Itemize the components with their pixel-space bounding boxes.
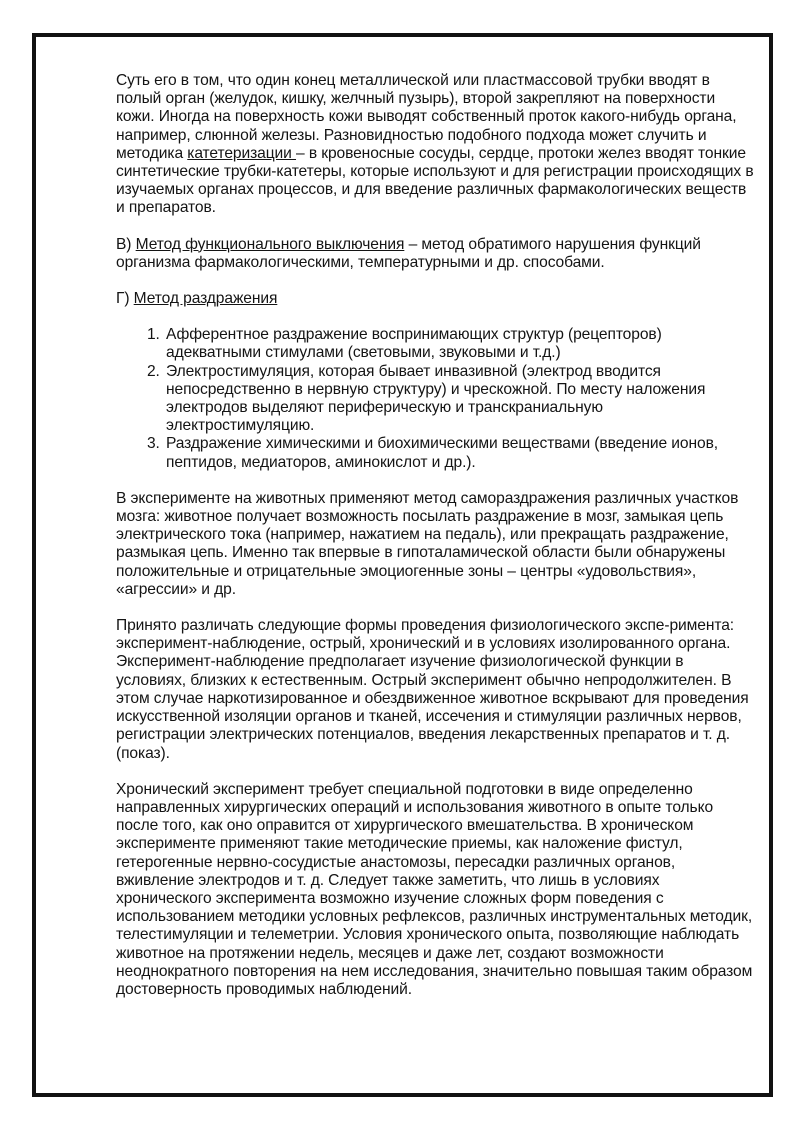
paragraph-self-stimulation: В эксперименте на животных применяют метод самораздражения различных участков мозга: животное получает возможность посылать раздражение в мозг, замыкая цепь электрического тока (например, нажатием на педаль), или прекращать раздражение, размыкая цепь. Именно так впервые в гипоталамической области были обнаружены положительные и отрицательные эмоциогенные зоны – центры «удовольствия», «агрессии» и др. xyxy=(116,489,739,598)
list-item: 2. Электростимуляция, которая бывает инвазивной (электрод вводится непосредственно в нервную структуру) и чрескожной. По месту наложения электродов выделяют периферическую и транскраниальную электростимуляцию. xyxy=(164,363,754,436)
section-heading-functional-shutdown: Метод функционального выключения xyxy=(135,235,405,253)
section-letter: В) xyxy=(116,235,136,253)
paragraph-chronic-experiment: Хронический эксперимент требует специальной подготовки в виде определенно направленных хирургических операций и использования животного в опыте только после того, как оно оправится от хирургического вмешательства. В хроническом эксперименте применяют такие методические приемы, как наложение фистул, гетерогенные нервно-сосудистые анастомозы, пересадки различных органов, вживление электродов и т. д. Следует также заметить, что лишь в условиях хронического эксперимента возможно изучение сложных форм поведения с использованием методики условных рефлексов, различных инструментальных методик, телестимуляции и телеметрии. Условия хронического опыта, позволяющие наблюдать животное на протяжении недель, месяцев и даже лет, создают возможности неоднократного повторения на нем исследования, значительно повышая таким образом достоверность проводимых наблюдений. xyxy=(116,780,753,998)
paragraph-text: – в кровеносные сосуды, сердце, протоки желез вводят тонкие синтетические трубки-катетеры, которые используют и для регистрации происходящих в изучаемых органах процессов, и для введение различных фармакологических веществ и препаратов. xyxy=(116,144,754,217)
list-item: 3. Раздражение химическими и биохимическими веществами (введение ионов, пептидов, медиаторов, аминокислот и др.). xyxy=(164,435,754,471)
section-stimulation xyxy=(116,290,754,308)
paragraph-fistula-method xyxy=(116,72,754,218)
paragraph-experiment-forms: Принято различать следующие формы проведения физиологического экспе-римента: эксперимент-наблюдение, острый, хронический и в условиях изолированного органа. Эксперимент-наблюдение предполагает изучение физиологической функции в условиях, близких к естественным. Острый эксперимент обычно непродолжителен. В этом случае наркотизированное и обездвиженное животное вскрывают для проведения искусственной изоляции органов и тканей, иссечения и стимуляции различных нервов, регистрации электрических потенциалов, введения лекарственных препаратов и т. д. (показ). xyxy=(116,617,749,762)
term-catheterization: катетеризации xyxy=(187,144,297,162)
list-item: 1. Афферентное раздражение воспринимающих структур (рецепторов) адекватными стимулами (световыми, звуковыми и т.д.) xyxy=(164,326,754,362)
paragraph-text: Суть его в том, что один конец металлической или пластмассовой трубки вводят в полый орган (желудок, кишку, желчный пузырь), второй закрепляют на поверхности кожи. Иногда на поверхность кожи выводят собственный проток какого-нибудь органа, например, слюнной железы. Разновидностью подобного подхода может случить и методика xyxy=(116,72,737,162)
section-heading-stimulation: Метод раздражения xyxy=(133,290,278,308)
section-letter: Г) xyxy=(116,290,134,308)
section-text: – метод обратимого нарушения функций организма фармакологическими, температурными и др. способами. xyxy=(116,235,701,271)
document-body xyxy=(116,72,754,1017)
section-functional-shutdown xyxy=(116,236,754,272)
stimulation-methods-list xyxy=(116,326,754,472)
